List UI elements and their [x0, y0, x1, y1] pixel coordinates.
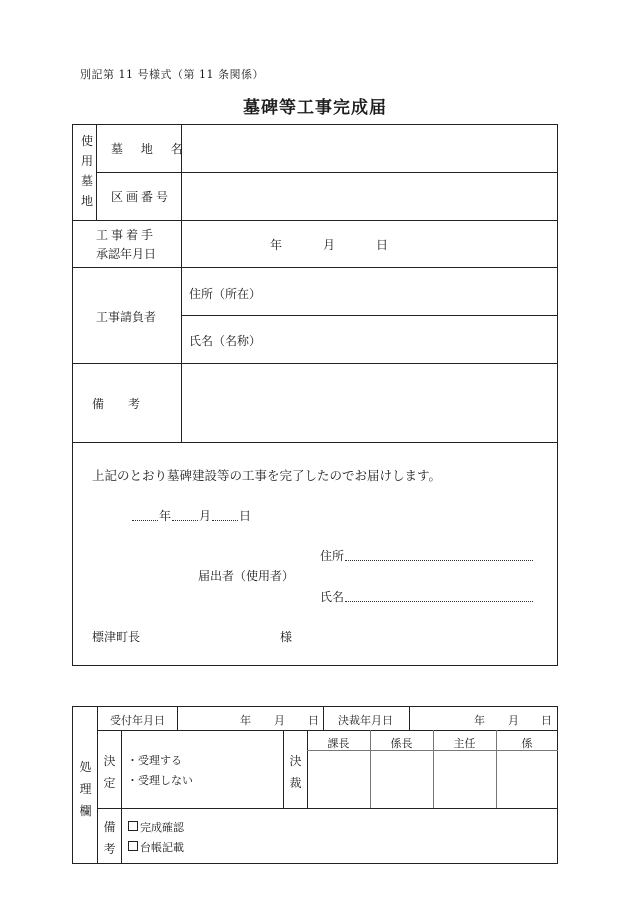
applicant-label: 届出者（使用者）: [198, 569, 295, 583]
check-completion-label: 完成確認: [140, 821, 184, 834]
processing-section-label: [77, 756, 93, 822]
decision-label-text: 決定: [103, 754, 116, 790]
processing-remarks-label-text: 備考: [103, 820, 116, 856]
contractor-address-label: 住所（所在）: [189, 287, 262, 301]
check-ledger-label: 台帳記載: [140, 841, 184, 854]
received-year: 年: [240, 714, 251, 727]
declaration-text: 上記のとおり墓碑建設等の工事を完了したのでお届けします。: [92, 468, 442, 483]
sign-day: 日: [239, 509, 252, 523]
check-completion[interactable]: [128, 819, 184, 835]
decision-date-label: 決裁年月日: [338, 714, 393, 727]
approval-label: [287, 750, 303, 794]
processing-section-label-text: 処理欄: [79, 760, 92, 818]
decision-month: 月: [508, 714, 519, 727]
use-plot-label: [79, 131, 95, 211]
checkbox-icon[interactable]: [128, 821, 138, 831]
plot-name-value[interactable]: [190, 140, 550, 158]
decision-year: 年: [474, 714, 485, 727]
section-number-value[interactable]: [190, 188, 550, 206]
decision-day: 日: [541, 714, 552, 727]
form-number-note: 別記第 11 号様式（第 11 条関係）: [80, 68, 264, 81]
decision-label: [101, 750, 117, 794]
approver-supervisor: 主任: [453, 737, 476, 750]
approval-label-line1: 工事着手: [96, 228, 157, 242]
option-reject[interactable]: ・受理しない: [127, 774, 193, 787]
option-accept[interactable]: ・受理する: [127, 754, 182, 767]
honorific: 様: [280, 630, 293, 644]
applicant-name-label: 氏名: [320, 590, 345, 604]
plot-name-label: 墓 地 名: [111, 142, 190, 156]
approval-label-line2: 承認年月日: [96, 247, 157, 261]
approval-date-year: 年: [270, 238, 283, 252]
received-day: 日: [308, 714, 319, 727]
contractor-label: 工事請負者: [96, 310, 157, 324]
approver-subsection-chief: 係長: [390, 737, 413, 750]
processing-remarks-label: [101, 816, 117, 860]
page-title: 墓碑等工事完成届: [243, 98, 387, 118]
remarks-label: 備 考: [92, 397, 141, 411]
section-number-label: 区画番号: [111, 190, 172, 204]
approver-section-chief: 課長: [327, 737, 350, 750]
addressee: 標津町長: [92, 630, 141, 644]
approval-seal-area[interactable]: [307, 751, 558, 807]
checkbox-icon[interactable]: [128, 841, 138, 851]
received-month: 月: [274, 714, 285, 727]
applicant-address-label: 住所: [320, 549, 345, 563]
check-ledger[interactable]: [128, 839, 184, 855]
approval-label-text: 決裁: [289, 754, 302, 790]
approval-date-day: 日: [376, 238, 389, 252]
use-plot-label-text: 使用墓地: [81, 134, 94, 208]
approval-date-month: 月: [323, 238, 336, 252]
approver-staff: 係: [521, 737, 533, 750]
received-date-label: 受付年月日: [110, 714, 165, 727]
sign-year: 年: [159, 509, 172, 523]
sign-month: 月: [199, 509, 212, 523]
contractor-name-label: 氏名（名称）: [189, 334, 262, 348]
